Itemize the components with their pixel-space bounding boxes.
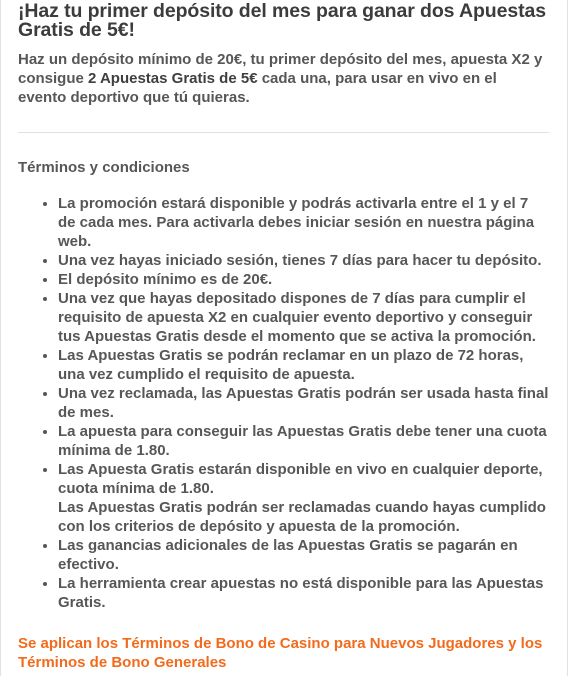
section-divider [18, 132, 549, 133]
general-bonus-terms-link[interactable]: Términos de Bono Generales [18, 654, 227, 671]
terms-item: • Una vez hayas iniciado sesión, tienes 7 días para hacer tu depósito. [58, 251, 549, 270]
footer-prefix: Se aplican los [18, 635, 123, 652]
terms-item: • Una vez reclamada, las Apuestas Gratis podrán ser usada hasta final de mes. [58, 384, 549, 422]
terms-item [58, 460, 549, 536]
terms-item-extra: Las Apuestas Gratis podrán ser reclamadas cuando hayas cumplido con los criterios de depósito y apuesta de la promoción. [58, 499, 546, 535]
promo-intro [18, 50, 549, 107]
terms-item: • La promoción estará disponible y podrás activarla entre el 1 y el 7 de cada mes. Para activarla debes iniciar sesión en nuestra página web. [58, 194, 549, 251]
promo-intro-text-2: cada una, para usar en vivo en el evento deportivo que tú quieras. [18, 70, 497, 106]
casino-bonus-terms-link[interactable]: Términos de Bono de Casino para Nuevos Jugadores [122, 635, 504, 652]
promo-intro-text-1: Haz un depósito mínimo de 20€, tu primer depósito del mes, apuesta X2 y consigue [18, 51, 543, 87]
footer-conjunction: y los [503, 635, 543, 652]
promo-title: ¡Haz tu primer depósito del mes para ganar dos Apuestas Gratis de 5€! [18, 0, 546, 41]
promo-intro-highlight: 2 Apuestas Gratis de 5€ [88, 70, 258, 87]
footer-terms-links [18, 634, 549, 672]
promo-content [1, 0, 567, 672]
terms-list [18, 194, 549, 612]
terms-item: • La herramienta crear apuestas no está disponible para las Apuestas Gratis. [58, 574, 549, 612]
terms-item: • Una vez que hayas depositado dispones de 7 días para cumplir el requisito de apuesta X2 en cualquier evento deportivo y conseguir tus Apuestas Gratis desde el momento que se activa la promoción. [58, 289, 549, 346]
terms-item: • El depósito mínimo es de 20€. [58, 270, 549, 289]
terms-item: • Las Apuestas Gratis se podrán reclamar en un plazo de 72 horas, una vez cumplido el requisito de apuesta. [58, 346, 549, 384]
terms-item-text: Las Apuesta Gratis estarán disponible en vivo en cualquier deporte, cuota mínima de 1.80. [58, 461, 543, 497]
terms-item: • La apuesta para conseguir las Apuestas Gratis debe tener una cuota mínima de 1.80. [58, 422, 549, 460]
terms-item: • Las ganancias adicionales de las Apuestas Gratis se pagarán en efectivo. [58, 536, 549, 574]
terms-heading: Términos y condiciones [18, 159, 190, 176]
